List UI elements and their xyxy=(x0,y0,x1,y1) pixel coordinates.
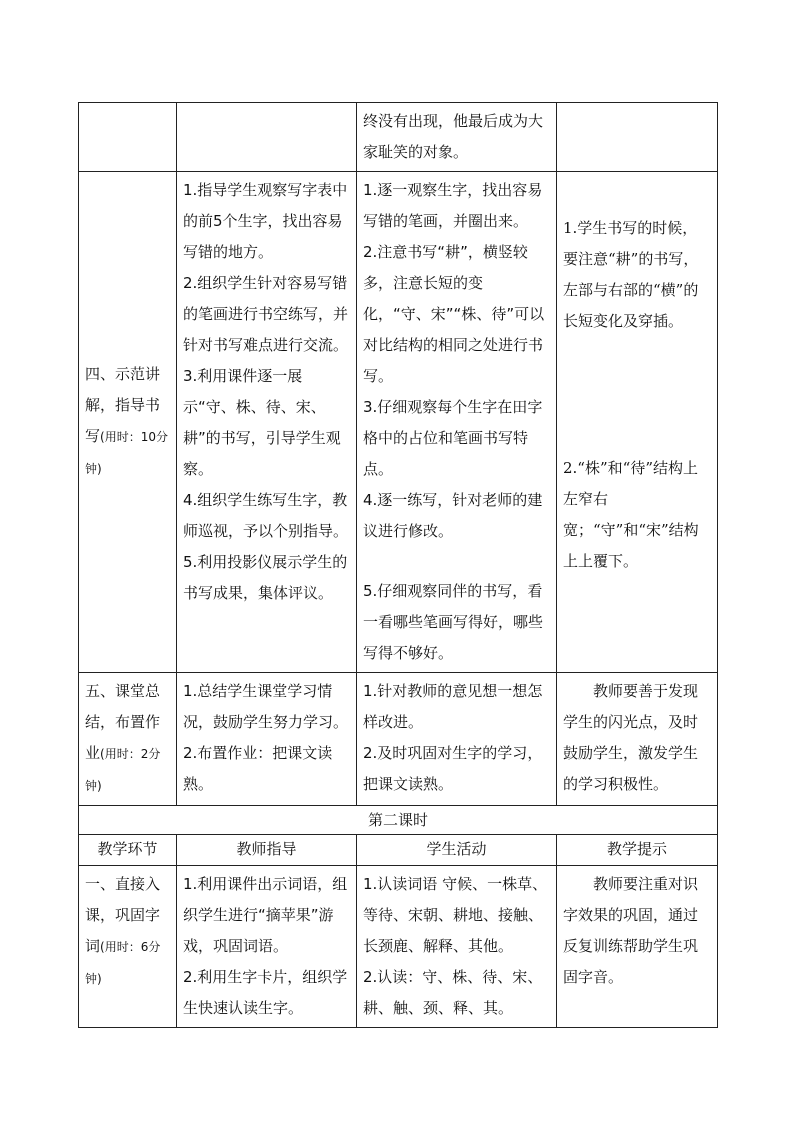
tip-text: 教师要善于发现学生的闪光点，及时鼓励学生，激发学生的学习积极性。 xyxy=(563,682,699,793)
stage-cell xyxy=(79,103,177,172)
section-title-row xyxy=(79,806,718,835)
tip-text: 教师要注重对识字效果的巩固，通过反复训练帮助学生巩固字音。 xyxy=(563,875,699,986)
teacher-step: 3.利用课件逐一展示“守、株、待、宋、耕”的书写，引导学生观察。 xyxy=(183,367,341,478)
student-step: 4.逐一练写，针对老师的建议进行修改。 xyxy=(363,491,543,540)
stage-label: 一、直接入课，巩固字词 xyxy=(85,875,161,955)
student-step: 1.针对教师的意见想一想怎样改进。 xyxy=(363,682,543,731)
tip-cell xyxy=(557,172,718,673)
tip-text: 1.学生书写的时候，要注意“耕”的书写，左部与右部的“横”的长短变化及穿插。 xyxy=(563,219,699,330)
student-step: 3.仔细观察每个生字在田字格中的占位和笔画书写特点。 xyxy=(363,398,543,478)
table-row xyxy=(79,103,718,172)
student-cell xyxy=(357,103,557,172)
stage-cell xyxy=(79,172,177,673)
teacher-cell xyxy=(177,673,357,806)
stage-cell xyxy=(79,673,177,806)
teacher-step: 1.总结学生课堂学习情况，鼓励学生努力学习。 xyxy=(183,682,349,731)
teacher-cell xyxy=(177,172,357,673)
teacher-step: 5.利用投影仪展示学生的书写成果，集体评议。 xyxy=(183,553,348,602)
student-cell xyxy=(357,866,557,1028)
teacher-cell xyxy=(177,103,357,172)
stage-label: 五、课堂总结，布置作业 xyxy=(85,682,161,762)
tip-cell xyxy=(557,103,718,172)
tip-cell xyxy=(557,866,718,1028)
stage-cell xyxy=(79,866,177,1028)
tip-cell xyxy=(557,673,718,806)
stage-time: (用时：2分钟) xyxy=(85,747,161,793)
student-step: 1.认读词语 守候、一株草、等待、宋朝、耕地、接触、长颈鹿、解释、其他。 xyxy=(363,875,548,955)
table-row xyxy=(79,673,718,806)
student-text: 终没有出现，他最后成为大家耻笑的对象。 xyxy=(363,112,544,161)
student-cell xyxy=(357,172,557,673)
lesson-plan-table xyxy=(78,102,718,1028)
table-row xyxy=(79,866,718,1028)
student-step: 5.仔细观察同伴的书写，看一看哪些笔画写得好，哪些写得不够好。 xyxy=(363,582,544,662)
teacher-step: 4.组织学生练写生字，教师巡视，予以个别指导。 xyxy=(183,491,349,540)
student-step: 1.逐一观察生字，找出容易写错的笔画，并圈出来。 xyxy=(363,181,543,230)
table-row xyxy=(79,172,718,673)
header-student: 学生活动 xyxy=(357,835,557,866)
stage-label: 四、示范讲解，指导书写 xyxy=(85,365,161,445)
header-tip: 教学提示 xyxy=(557,835,718,866)
tip-text: 2.“株”和“待”结构上左窄右宽；“守”和“宋”结构上上覆下。 xyxy=(563,459,699,570)
student-step: 2.及时巩固对生字的学习，把课文读熟。 xyxy=(363,744,543,793)
header-row xyxy=(79,835,718,866)
teacher-step: 1.利用课件出示词语，组织学生进行“摘苹果”游戏，巩固词语。 xyxy=(183,875,348,955)
teacher-step: 2.布置作业：把课文读熟。 xyxy=(183,744,333,793)
header-teacher: 教师指导 xyxy=(177,835,357,866)
teacher-step: 1.指导学生观察写字表中的前5个生字，找出容易写错的地方。 xyxy=(183,181,348,261)
teacher-cell xyxy=(177,866,357,1028)
stage-time: (用时：10分钟) xyxy=(85,430,168,476)
section-title: 第二课时 xyxy=(79,806,718,835)
student-cell xyxy=(357,673,557,806)
stage-time: (用时：6分钟) xyxy=(85,940,161,986)
student-step: 2.认读：守、株、待、宋、耕、触、颈、释、其。 xyxy=(363,968,543,1017)
student-step: 2.注意书写“耕”，横竖较多，注意长短的变化，“守、宋”“株、待”可以对比结构的相同之处进行书写。 xyxy=(363,243,545,385)
teacher-step: 2.利用生字卡片，组织学生快速认读生字。 xyxy=(183,968,348,1017)
header-stage: 教学环节 xyxy=(79,835,177,866)
teacher-step: 2.组织学生针对容易写错的笔画进行书空练写，并针对书写难点进行交流。 xyxy=(183,274,349,354)
